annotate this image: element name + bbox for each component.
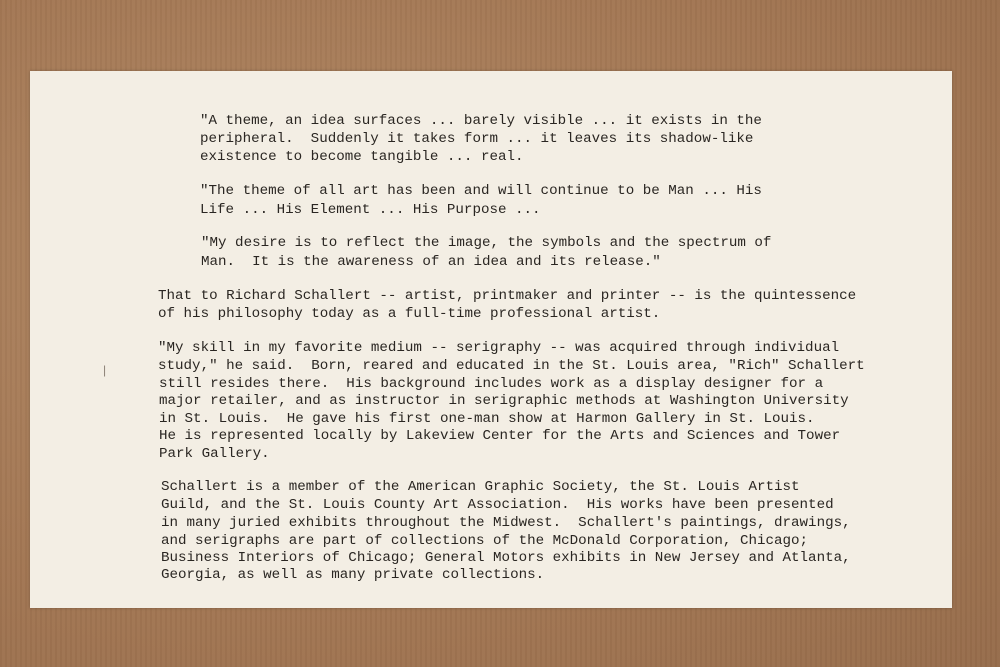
para2-line: study," he said. Born, reared and educated in the St. Louis area, "Rich" Schallert (158, 358, 865, 374)
para2-line: Park Gallery. (159, 446, 270, 462)
quote1-line: existence to become tangible ... real. (200, 149, 524, 165)
para2-line: still resides there. His background includes work as a display designer for a (159, 376, 824, 392)
para2-line: major retailer, and as instructor in serigraphic methods at Washington University (159, 393, 849, 409)
para3-line: Schallert is a member of the American Graphic Society, the St. Louis Artist (161, 479, 800, 495)
para2-line: "My skill in my favorite medium -- serigraphy -- was acquired through individual (158, 340, 840, 356)
para3-line: in many juried exhibits throughout the Midwest. Schallert's paintings, drawings, (161, 515, 851, 531)
quote2-line: "The theme of all art has been and will continue to be Man ... His (200, 183, 762, 199)
typewritten-page (30, 71, 952, 608)
para3-line: and serigraphs are part of collections of the McDonald Corporation, Chicago; (161, 533, 809, 549)
para3-line: Guild, and the St. Louis County Art Association. His works have been presented (161, 497, 834, 513)
para2-line: in St. Louis. He gave his first one-man show at Harmon Gallery in St. Louis. (159, 411, 815, 427)
para2-line: He is represented locally by Lakeview Center for the Arts and Sciences and Tower (159, 428, 841, 444)
quote3-line: "My desire is to reflect the image, the symbols and the spectrum of (201, 235, 772, 251)
para3-line: Business Interiors of Chicago; General Motors exhibits in New Jersey and Atlanta, (161, 550, 851, 566)
quote2-line: Life ... His Element ... His Purpose ... (200, 202, 541, 218)
quote1-line: "A theme, an idea surfaces ... barely visible ... it exists in the (200, 113, 762, 129)
pencil-mark: | (103, 363, 107, 377)
para1-line: That to Richard Schallert -- artist, printmaker and printer -- is the quintessence (158, 288, 857, 304)
para3-line: Georgia, as well as many private collections. (161, 567, 545, 583)
quote3-line: Man. It is the awareness of an idea and its release." (201, 254, 661, 270)
para1-line: of his philosophy today as a full-time professional artist. (158, 306, 661, 322)
quote1-line: peripheral. Suddenly it takes form ... it leaves its shadow-like (200, 131, 754, 147)
